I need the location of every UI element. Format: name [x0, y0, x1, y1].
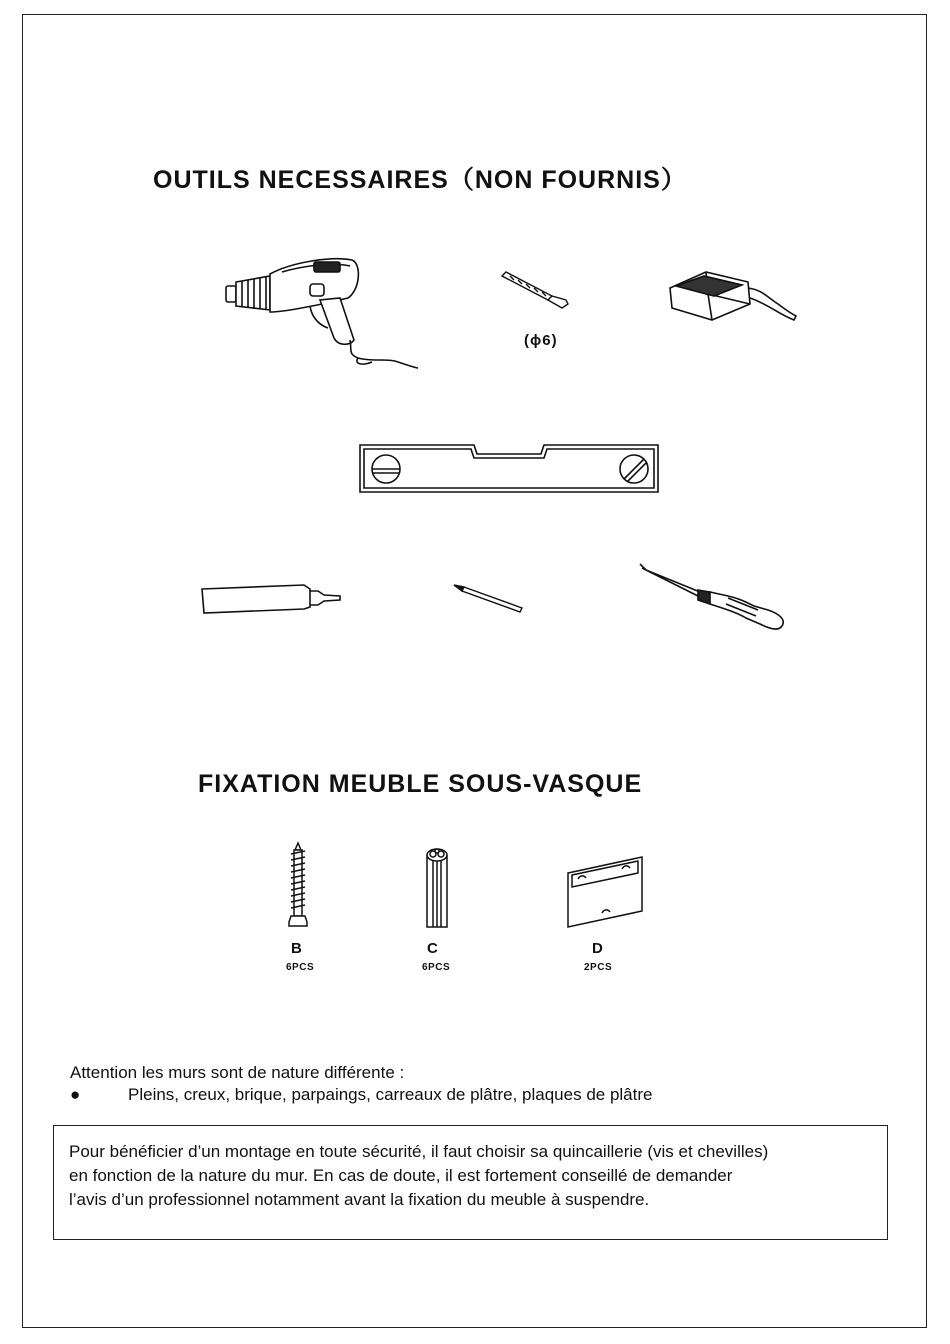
- fixation-section-title: FIXATION MEUBLE SOUS-VASQUE: [198, 770, 643, 798]
- part-b-letter: B: [291, 940, 302, 957]
- spirit-level-icon: [359, 442, 659, 494]
- safety-notice-line: en fonction de la nature du mur. En cas de doute, il est fortement conseillé de demander: [69, 1166, 733, 1185]
- part-b-quantity: 6PCS: [286, 962, 315, 973]
- screwdriver-icon: [638, 562, 788, 632]
- part-c-quantity: 6PCS: [422, 962, 451, 973]
- safety-notice-line: Pour bénéficier d’un montage en toute sécurité, il faut choisir sa quincaillerie (vis et chevilles): [69, 1142, 769, 1161]
- wall-plug-icon: [424, 845, 450, 931]
- power-drill-icon: [222, 250, 422, 370]
- bullet-icon: ●: [70, 1085, 81, 1104]
- part-d-quantity: 2PCS: [584, 962, 613, 973]
- drill-bit-icon: [500, 272, 572, 312]
- pencil-icon: [452, 582, 526, 614]
- wall-notice-bullet: [70, 1084, 652, 1106]
- safety-notice-box: [53, 1125, 888, 1240]
- tape-measure-icon: [668, 268, 798, 324]
- screw-icon: [287, 842, 309, 932]
- sealant-tube-icon: [200, 583, 346, 615]
- hanging-bracket-icon: [566, 855, 646, 931]
- safety-notice-line: l’avis d’un professionnel notamment avant la fixation du meuble à suspendre.: [69, 1190, 650, 1209]
- part-d-letter: D: [592, 940, 603, 957]
- wall-types-text: Pleins, creux, brique, parpaings, carreaux de plâtre, plaques de plâtre: [128, 1085, 653, 1104]
- wall-notice-intro: Attention les murs sont de nature différente :: [70, 1063, 405, 1082]
- tools-section-title: OUTILS NECESSAIRES（NON FOURNIS）: [153, 166, 687, 194]
- drill-bit-size-label: (ϕ6): [524, 332, 558, 349]
- part-c-letter: C: [427, 940, 438, 957]
